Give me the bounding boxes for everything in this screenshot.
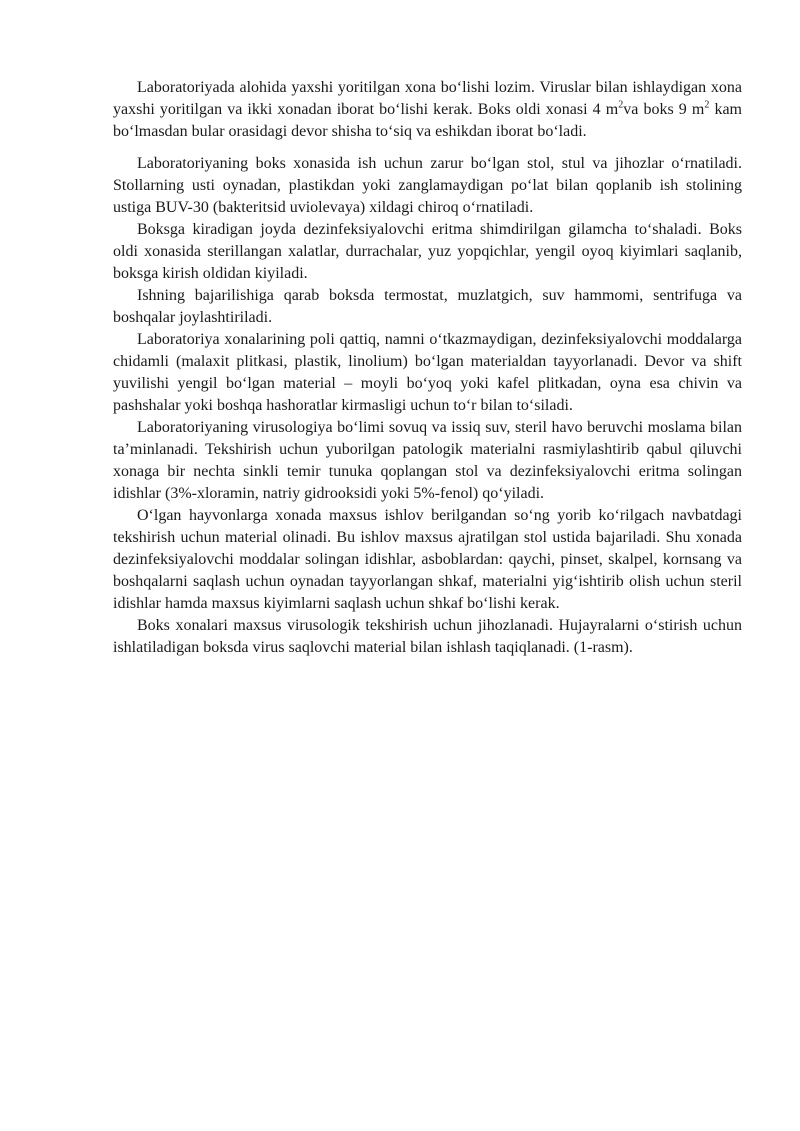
paragraph-2: Laboratoriyaning boks xonasida ish uchun zarur bo‘lgan stol, stul va jihozlar o‘rnatiladi. Stollarning usti oynadan, plastikdan yoki zanglamaydigan po‘lat bilan qoplanib ish stolining ustiga BUV-30 (bakteritsid uviolevaya) xildagi chiroq o‘rnatiladi.	[113, 155, 742, 216]
paragraph-1-text-b: va boks 9 m	[623, 101, 705, 118]
paragraph-6: Laboratoriyaning virusologiya bo‘limi sovuq va issiq suv, steril havo beruvchi moslama bilan ta’minlanadi. Tekshirish uchun yuborilgan patologik materialni rasmiylashtirib qabul qiluvchi xonaga bir nechta sinkli temir tunuka qoplangan stol va dezinfeksiyalovchi eritma solingan idishlar (3%-xloramin, natriy gidrooksidi yoki 5%-fenol) qo‘yiladi.	[113, 419, 742, 502]
paragraph-1-text-c: kam bo‘lmasdan bular orasidagi devor shisha to‘siq va eshikdan iborat bo‘ladi.	[113, 101, 742, 140]
superscript-m2-b: 2	[704, 99, 710, 111]
paragraph-5: Laboratoriya xonalarining poli qattiq, namni o‘tkazmaydigan, dezinfeksiyalovchi moddalarga chidamli (malaxit plitkasi, plastik, linolium) bo‘lgan materialdan tayyorlanadi. Devor va shift yuvilishi yengil bo‘lgan material – moyli bo‘yoq yoki kafel plitkadan, oyna esa chivin va pashshalar yoki boshqa hashoratlar kirmasligi uchun to‘r bilan to‘siladi.	[113, 331, 742, 414]
paragraph-1	[113, 77, 742, 143]
paragraph-3: Boksga kiradigan joyda dezinfeksiyalovchi eritma shimdirilgan gilamcha to‘shaladi. Boks oldi xonasida sterillangan xalatlar, durrachalar, yuz yopqichlar, yengil oyoq kiyimlari saqlanib, boksga kirish oldidan kiyiladi.	[113, 221, 742, 282]
paragraph-8: Boks xonalari maxsus virusologik tekshirish uchun jihozlanadi. Hujayralarni o‘stirish uchun ishlatiladigan boksda virus saqlovchi material bilan ishlash taqiqlanadi. (1-rasm).	[113, 617, 742, 656]
document-page	[113, 77, 742, 659]
superscript-m2-a: 2	[618, 99, 624, 111]
paragraph-4: Ishning bajarilishiga qarab boksda termostat, muzlatgich, suv hammomi, sentrifuga va boshqalar joylashtiriladi.	[113, 287, 742, 326]
paragraph-7: O‘lgan hayvonlarga xonada maxsus ishlov berilgandan so‘ng yorib ko‘rilgach navbatdagi tekshirish uchun material olinadi. Bu ishlov maxsus ajratilgan stol ustida bajariladi. Shu xonada dezinfeksiyalovchi moddalar solingan idishlar, asboblardan: qaychi, pinset, skalpel, kornsang va boshqalarni saqlash uchun oynadan tayyorlangan shkaf, materialni yig‘ishtirib olish uchun steril idishlar hamda maxsus kiyimlarni saqlash uchun shkaf bo‘lishi kerak.	[113, 507, 742, 612]
paragraph-1-text-a: Laboratoriyada alohida yaxshi yoritilgan xona bo‘lishi lozim. Viruslar bilan ishlaydigan xona yaxshi yoritilgan va ikki xonadan iborat bo‘lishi kerak. Boks oldi xonasi 4 m	[113, 79, 742, 118]
